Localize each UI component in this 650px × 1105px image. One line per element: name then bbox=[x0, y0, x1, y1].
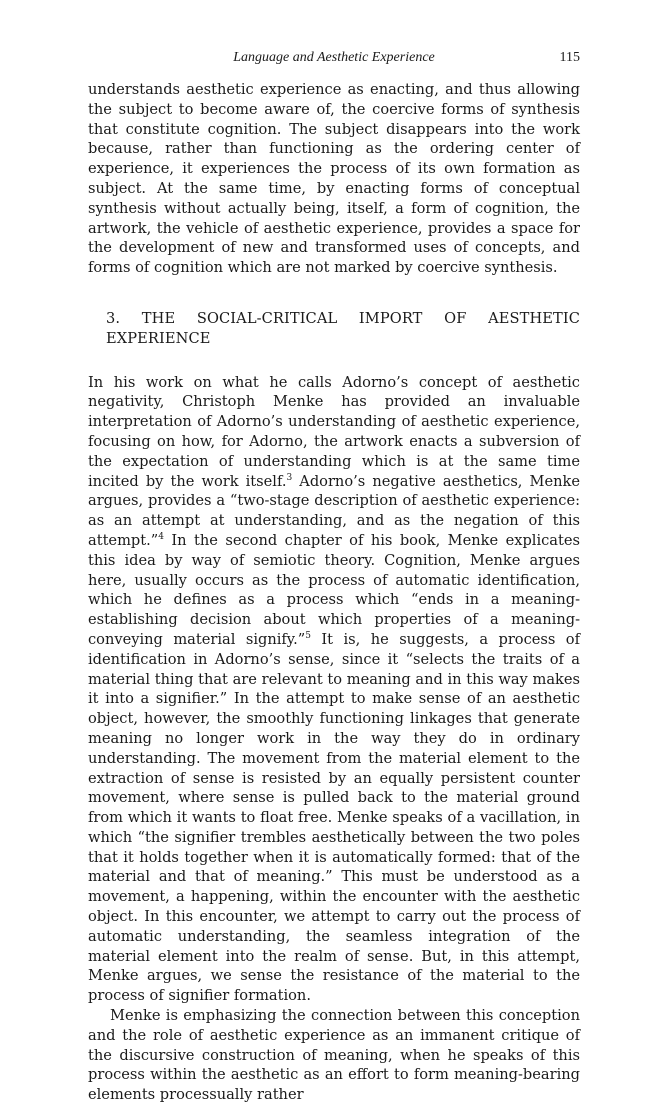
page-header bbox=[88, 50, 580, 70]
paragraph-text: It is, he suggests, a process of identification in Adorno’s sense, since it “selects the traits of a material thing that are relevant to meaning and in this way makes it into a signifier.” In the attempt to make sense of an aesthetic object, however, the smoothly functioning linkages that generate meaning no longer work in the way they do in ordinary understanding. The movement from the material element to the extraction of sense is resisted by an equally persistent counter movement, where sense is pulled back to the material ground from which it wants to float free. Menke speaks of a vacillation, in which “the signifier trembles aesthetically between the two poles that it holds together when it is automatically formed: that of the material and that of meaning.” This must be understood as a movement, a happening, within the encounter with the aesthetic object. In this encounter, we attempt to carry out the process of automatic understanding, the seamless integration of the material element into the realm of sense. But, in this attempt, Menke argues, we sense the resistance of the material to the process of signifier formation. bbox=[88, 630, 580, 1005]
body-text bbox=[88, 80, 580, 1105]
paragraph-text: In the second chapter of his book, Menke explicates this idea by way of semiotic theory. Cognition, Menke argues here, usually occurs as the process of automatic identification, which he defines as a process which “ends in a meaning-establishing decision about which properties of a meaning-conveying material signify.” bbox=[88, 531, 580, 648]
paragraph-text: Adorno’s negative aesthetics, Menke argues, provides a “two-stage description of aesthetic experience: as an attempt at understanding, and as the negation of this attempt.” bbox=[88, 472, 580, 549]
paragraph-menke-interpretation bbox=[88, 373, 580, 1007]
footnote-marker-5[interactable]: 5 bbox=[305, 630, 311, 641]
running-title: Language and Aesthetic Experience bbox=[233, 50, 435, 65]
footnote-marker-3[interactable]: 3 bbox=[286, 472, 293, 483]
page-number: 115 bbox=[559, 50, 580, 65]
paragraph-connection: Menke is emphasizing the connection between this conception and the role of aesthetic experience as an immanent critique of the discursive construction of meaning, when he speaks of this process within the aesthetic as an effort to form meaning-bearing elements processually rather bbox=[88, 1007, 580, 1104]
footnote-marker-4[interactable]: 4 bbox=[158, 531, 164, 542]
section-heading: 3. THE SOCIAL-CRITICAL IMPORT OF AESTHETIC EXPERIENCE bbox=[106, 309, 580, 347]
paragraph-text: In his work on what he calls Adorno’s concept of aesthetic negativity, Christoph Menke has provided an invaluable interpretation of Adorno’s understanding of aesthetic experience, focusing on how, for Adorno, the artwork enacts a subversion of the expectation of understanding which is at the same time incited by the work itself. bbox=[88, 373, 580, 490]
paragraph-continuation: understands aesthetic experience as enacting, and thus allowing the subject to become aware of, the coercive forms of synthesis that constitute cognition. The subject disappears into the work because, rather than functioning as the ordering center of experience, it experiences the process of its own formation as subject. At the same time, by enacting forms of conceptual synthesis without actually being, itself, a form of cognition, the artwork, the vehicle of aesthetic experience, provides a space for the development of new and transformed uses of concepts, and forms of cognition which are not marked by coercive synthesis. bbox=[88, 81, 580, 277]
